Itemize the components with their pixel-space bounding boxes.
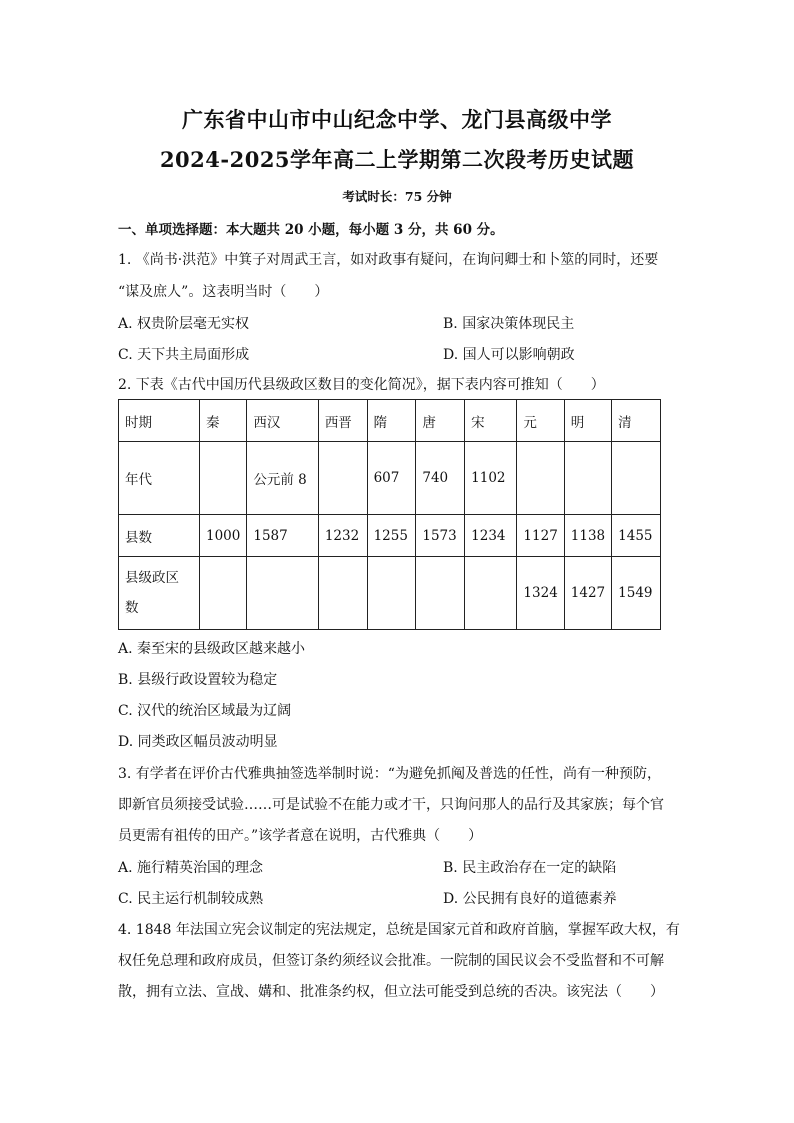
section-heading: 一、单项选择题：本大题共 20 小题，每小题 3 分，共 60 分。 <box>118 222 504 238</box>
table-cell <box>318 557 367 630</box>
q2-option-b: B. 县级行政设置较为稳定 <box>118 672 278 688</box>
county-count-table <box>118 399 661 630</box>
table-cell: 1127 <box>517 515 564 557</box>
table-cell: 1587 <box>247 515 318 557</box>
q1-option-b: B. 国家决策体现民主 <box>443 316 575 332</box>
table-cell: 607 <box>367 442 416 515</box>
q2-option-c: C. 汉代的统治区域最为辽阔 <box>118 703 292 719</box>
exam-title-line2: 2024-2025学年高二上学期第二次段考历史试题 <box>159 147 635 172</box>
table-cell: 时期 <box>119 400 200 442</box>
q3-option-c: C. 民主运行机制较成熟 <box>118 891 264 907</box>
exam-title-line1: 广东省中山市中山纪念中学、龙门县高级中学 <box>182 107 612 132</box>
q3-stem-line1: 3. 有学者在评价古代雅典抽签选举制时说：“为避免抓阄及普选的任性，尚有一种预防， <box>118 766 661 782</box>
q1-stem-line1: 1. 《尚书·洪范》中箕子对周武王言，如对政事有疑问，在询问卿士和卜筮的同时，还要 <box>118 252 659 268</box>
q1-option-d: D. 国人可以影响朝政 <box>443 347 575 363</box>
table-cell: 年代 <box>119 442 200 515</box>
exam-duration: 考试时长：75 分钟 <box>342 189 452 204</box>
table-cell: 西汉 <box>247 400 318 442</box>
table-cell: 1138 <box>564 515 611 557</box>
table-cell <box>247 557 318 630</box>
q3-stem-line3: 员更需有祖传的田产。”该学者意在说明，古代雅典（ ） <box>118 828 483 844</box>
q4-stem-line1: 4. 1848 年法国立宪会议制定的宪法规定，总统是国家元首和政府首脑，掌握军政大权，有 <box>118 922 680 938</box>
q3-stem-line2: 即新官员须接受试验……可是试验不在能力或才干，只询问那人的品行及其家族；每个官 <box>118 797 664 813</box>
table-cell: 县数 <box>119 515 200 557</box>
table-cell: 1324 <box>517 557 564 630</box>
table-cell: 隋 <box>367 400 416 442</box>
table-label-line1: 县级政区 <box>125 570 179 586</box>
table-cell <box>200 557 247 630</box>
table-cell <box>564 442 611 515</box>
table-cell: 唐 <box>416 400 465 442</box>
q2-option-a: A. 秦至宋的县级政区越来越小 <box>118 641 306 657</box>
q2-option-d: D. 同类政区幅员波动明显 <box>118 734 278 750</box>
table-cell <box>465 557 517 630</box>
q1-stem-line2: “谋及庶人”。这表明当时（ ） <box>118 284 329 300</box>
table-cell <box>318 442 367 515</box>
table-cell: 清 <box>612 400 661 442</box>
table-cell: 1427 <box>564 557 611 630</box>
table-cell: 1455 <box>612 515 661 557</box>
table-cell: 秦 <box>200 400 247 442</box>
table-cell <box>200 442 247 515</box>
table-cell: 1234 <box>465 515 517 557</box>
q1-option-a: A. 权贵阶层毫无实权 <box>118 316 250 332</box>
table-row-county-count <box>119 515 661 557</box>
q3-option-d: D. 公民拥有良好的道德素养 <box>443 891 617 907</box>
q1-option-c: C. 天下共主局面形成 <box>118 347 250 363</box>
table-row-county-level-count <box>119 557 661 630</box>
table-cell <box>612 442 661 515</box>
table-cell: 公元前 8 <box>247 442 318 515</box>
table-row-period <box>119 400 661 442</box>
table-label-line2: 数 <box>125 600 139 616</box>
table-cell: 1000 <box>200 515 247 557</box>
table-cell: 1549 <box>612 557 661 630</box>
q3-option-b: B. 民主政治存在一定的缺陷 <box>443 860 617 876</box>
table-cell: 1573 <box>416 515 465 557</box>
q4-stem-line2: 权任免总理和政府成员，但签订条约须经议会批准。一院制的国民议会不受监督和不可解 <box>118 953 664 969</box>
table-cell: 1232 <box>318 515 367 557</box>
q2-stem: 2. 下表《古代中国历代县级政区数目的变化简况》，据下表内容可推知（ ） <box>118 377 605 393</box>
table-row-year <box>119 442 661 515</box>
q4-stem-line3: 散，拥有立法、宣战、媾和、批准条约权，但立法可能受到总统的否决。该宪法（ ） <box>118 984 664 1000</box>
table-cell <box>416 557 465 630</box>
table-cell <box>517 442 564 515</box>
table-cell: 西晋 <box>318 400 367 442</box>
table-cell: 明 <box>564 400 611 442</box>
table-cell <box>367 557 416 630</box>
table-cell: 宋 <box>465 400 517 442</box>
table-cell: 1255 <box>367 515 416 557</box>
table-cell: 740 <box>416 442 465 515</box>
table-cell: 1102 <box>465 442 517 515</box>
q3-option-a: A. 施行精英治国的理念 <box>118 860 264 876</box>
table-cell-label <box>119 557 200 630</box>
table-cell: 元 <box>517 400 564 442</box>
